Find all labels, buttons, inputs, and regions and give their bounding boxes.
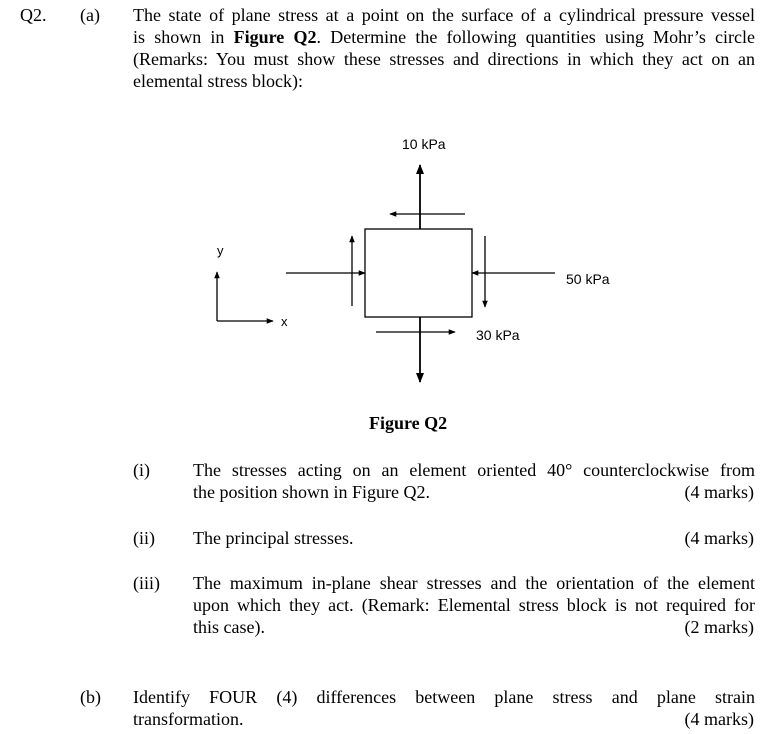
intro-line-2b: . Determine the following quantities using Mohr’s circle [316, 27, 755, 47]
bottom-stress-label: 30 kPa [476, 327, 520, 343]
intro-line-2a: is shown in [133, 27, 234, 47]
item-i-label: (i) [133, 460, 150, 480]
intro-line-4: elemental stress block): [133, 71, 303, 91]
item-iii-text [193, 572, 755, 638]
item-ii-marks: (4 marks) [684, 528, 754, 548]
item-ii-label: (ii) [133, 528, 155, 548]
item-iii-label: (iii) [133, 573, 160, 593]
item-i-line-1: The stresses acting on an element oriented 40° counterclockwise from [193, 460, 755, 480]
figure-reference: Figure Q2 [233, 27, 317, 47]
question-number: Q2. [20, 5, 47, 25]
intro-line-1: The state of plane stress at a point on the surface of a cylindrical pressure vessel [133, 5, 755, 25]
part-b-text [133, 686, 755, 730]
item-iii-line-2: upon which they act. (Remark: Elemental stress block is not required for [193, 595, 755, 615]
item-i-marks: (4 marks) [684, 482, 754, 502]
part-b-line-2: transformation. [133, 709, 244, 729]
part-b-line-1: Identify FOUR (4) differences between plane stress and plane strain [133, 687, 755, 707]
item-ii-text: The principal stresses. [193, 528, 354, 548]
figure-caption: Figure Q2 [369, 413, 448, 433]
item-i-text [193, 459, 755, 503]
item-iii-marks: (2 marks) [684, 617, 754, 637]
part-b-marks: (4 marks) [684, 709, 754, 729]
item-i-line-2: the position shown in Figure Q2. [193, 482, 430, 502]
axis-y-label: y [217, 243, 224, 258]
item-iii-line-3: this case). [193, 617, 265, 637]
item-iii-line-1: The maximum in-plane shear stresses and the orientation of the element [193, 573, 755, 593]
part-b-label: (b) [80, 687, 101, 707]
top-stress-label: 10 kPa [402, 136, 446, 152]
intro-line-3: (Remarks: You must show these stresses and directions in which they act on an [133, 49, 755, 69]
stress-element-square [365, 229, 472, 317]
axis-x-label: x [281, 314, 288, 329]
part-a-label: (a) [80, 5, 100, 25]
right-stress-label: 50 kPa [566, 271, 610, 287]
